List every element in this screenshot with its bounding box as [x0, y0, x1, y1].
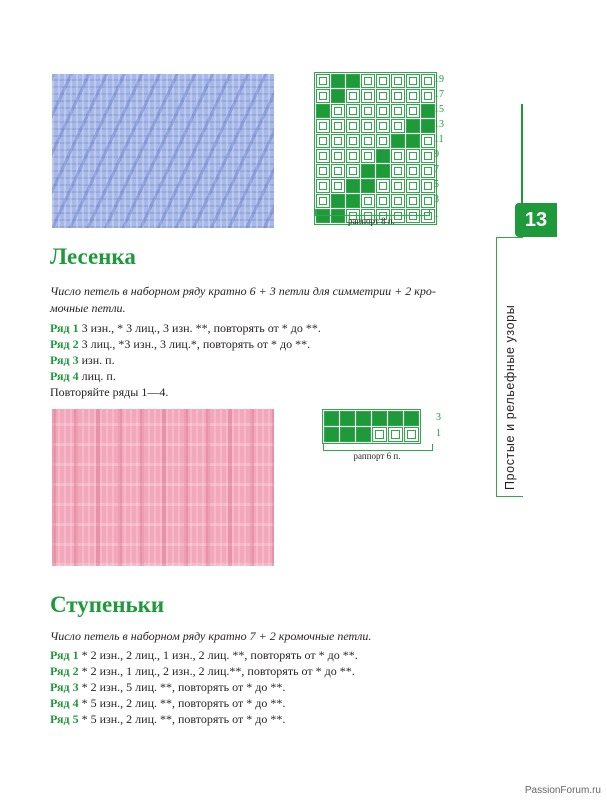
chart-cell-empty: [406, 89, 420, 103]
section-intro: Число петель в наборном ряду кратно 7 + 2 кромочные петли.: [50, 629, 372, 643]
chart-cell-filled: [324, 411, 339, 426]
chart-cell-empty: [391, 74, 405, 88]
chart-cell-empty: [346, 134, 360, 148]
chart-cell-filled: [340, 411, 355, 426]
chart-cell-filled: [388, 411, 403, 426]
chart-cell-filled: [356, 427, 371, 442]
chart-row-number: 19: [434, 74, 444, 85]
row-text: * 5 изн., 2 лиц. **, повторять от * до **.: [78, 712, 286, 726]
chart-cell-filled: [331, 89, 345, 103]
chart-cell-empty: [361, 134, 375, 148]
chart-cell-empty: [331, 119, 345, 133]
section-title-steps: Ступеньки: [50, 592, 165, 617]
chart-row-number: 5: [434, 179, 439, 190]
chart-row-number: 7: [434, 164, 439, 175]
chart-row-number: 3: [436, 412, 441, 423]
chart-cell-empty: [421, 89, 435, 103]
chart-cell-filled: [421, 104, 435, 118]
chart-cell-empty: [391, 89, 405, 103]
chart-cell-filled: [346, 179, 360, 193]
repeat-note: Повторяйте ряды 1—4.: [50, 385, 169, 399]
chart-cell-empty: [421, 179, 435, 193]
chart-cell-empty: [406, 194, 420, 208]
chart-cell-empty: [376, 179, 390, 193]
chart-row-number: 17: [434, 89, 444, 100]
chart-cell-empty: [331, 134, 345, 148]
chart-cell-empty: [406, 74, 420, 88]
instruction-row: [50, 368, 116, 385]
chart-cell-empty: [346, 89, 360, 103]
chart-cell-empty: [346, 149, 360, 163]
chart-cell-empty: [391, 164, 405, 178]
chart-row-number: 1: [436, 428, 441, 439]
chart-cell-filled: [391, 134, 405, 148]
chart-cell-filled: [324, 427, 339, 442]
row-text: * 2 изн., 1 лиц., 2 изн., 2 лиц.**, повторять от * до **.: [78, 664, 355, 678]
chart-cell-empty: [331, 104, 345, 118]
chart-cell-empty: [316, 164, 330, 178]
row-label: Ряд 1: [50, 648, 79, 662]
pattern-chart-ladder: [314, 72, 437, 225]
chart-cell-empty: [361, 89, 375, 103]
chart-cell-empty: [316, 89, 330, 103]
side-tab-label: Простые и рельефные узоры: [503, 304, 517, 490]
chart-cell-empty: [404, 427, 419, 442]
rapport-bracket: [323, 444, 433, 451]
chart-cell-filled: [361, 164, 375, 178]
instruction-row: [50, 320, 321, 337]
chart-row-number: 15: [434, 104, 444, 115]
chart-cell-empty: [391, 119, 405, 133]
chart-cell-empty: [421, 164, 435, 178]
chart-cell-filled: [340, 427, 355, 442]
chart-cell-empty: [346, 104, 360, 118]
tab-accent-line: [521, 104, 523, 204]
chart-row-number: 3: [434, 194, 439, 205]
row-text: * 2 изн., 5 лиц. **, повторять от * до **.: [78, 680, 286, 694]
row-text: изн. п.: [78, 353, 115, 367]
chart-cell-filled: [406, 134, 420, 148]
chart-cell-empty: [421, 74, 435, 88]
instruction-row: [50, 695, 285, 712]
chart-cell-empty: [421, 149, 435, 163]
chart-cell-empty: [361, 149, 375, 163]
row-label: Ряд 1: [50, 321, 79, 335]
section-intro-line1: Число петель в наборном ряду кратно 6 + 3 петли для симметрии + 2 кро-: [50, 284, 436, 298]
chart-cell-empty: [346, 119, 360, 133]
chart-cell-empty: [406, 164, 420, 178]
chart-cell-filled: [356, 411, 371, 426]
chart-cell-filled: [372, 411, 387, 426]
chart-cell-filled: [421, 119, 435, 133]
chart-cell-filled: [404, 411, 419, 426]
rapport-label: раппорт 6 п.: [353, 451, 401, 461]
chart-cell-empty: [421, 194, 435, 208]
chart-cell-empty: [316, 134, 330, 148]
instruction-row: [50, 679, 285, 696]
instruction-row: [50, 663, 355, 680]
chart-cell-empty: [331, 164, 345, 178]
knit-sample-photo-ladder: [52, 74, 274, 228]
row-text: лиц. п.: [78, 369, 116, 383]
chart-cell-empty: [331, 149, 345, 163]
watermark: PassionForum.ru: [524, 785, 601, 796]
chart-cell-empty: [376, 104, 390, 118]
row-label: Ряд 2: [50, 337, 79, 351]
row-label: Ряд 5: [50, 712, 79, 726]
instruction-row: [50, 352, 115, 369]
chart-cell-filled: [331, 194, 345, 208]
chart-cell-empty: [316, 149, 330, 163]
chart-cell-filled: [406, 119, 420, 133]
chart-cell-filled: [346, 194, 360, 208]
row-label: Ряд 4: [50, 696, 79, 710]
chart-cell-empty: [316, 194, 330, 208]
chart-cell-empty: [391, 179, 405, 193]
section-title-ladder: Лесенка: [50, 244, 136, 269]
chart-cell-empty: [316, 179, 330, 193]
row-label: Ряд 3: [50, 680, 79, 694]
rapport-label: раппорт 8 п.: [348, 216, 395, 226]
chart-cell-filled: [316, 104, 330, 118]
chart-row-number: 13: [434, 119, 444, 130]
chart-cell-empty: [391, 104, 405, 118]
chart-row-number: 11: [434, 134, 444, 145]
section-intro-line2: мочные петли.: [50, 301, 126, 315]
page-number-badge: 13: [515, 203, 557, 237]
chart-cell-empty: [346, 164, 360, 178]
chart-cell-empty: [361, 194, 375, 208]
chart-cell-empty: [391, 194, 405, 208]
chart-cell-filled: [346, 74, 360, 88]
chart-cell-empty: [388, 427, 403, 442]
knit-sample-photo-steps: [52, 409, 274, 566]
instruction-row: [50, 336, 310, 353]
chart-cell-empty: [372, 427, 387, 442]
chart-cell-empty: [316, 74, 330, 88]
chart-cell-empty: [376, 74, 390, 88]
chart-cell-empty: [361, 119, 375, 133]
row-label: Ряд 4: [50, 369, 79, 383]
chart-cell-empty: [406, 104, 420, 118]
chart-cell-filled: [331, 74, 345, 88]
rapport-bracket: [315, 209, 430, 216]
chart-cell-empty: [406, 149, 420, 163]
chart-cell-empty: [361, 74, 375, 88]
instruction-row: [50, 647, 358, 664]
chart-row-number: 1: [434, 209, 439, 220]
pattern-chart-steps: [322, 409, 421, 444]
chart-cell-empty: [391, 149, 405, 163]
row-label: Ряд 3: [50, 353, 79, 367]
row-text: 3 лиц., *3 изн., 3 лиц.*, повторять от * до **.: [78, 337, 311, 351]
chart-cell-filled: [361, 179, 375, 193]
chart-cell-empty: [331, 179, 345, 193]
chart-cell-empty: [406, 179, 420, 193]
chart-cell-empty: [376, 134, 390, 148]
row-label: Ряд 2: [50, 664, 79, 678]
row-text: 3 изн., * 3 лиц., 3 изн. **, повторять от * до **.: [78, 321, 321, 335]
row-text: * 5 изн., 2 лиц. **, повторять от * до **.: [78, 696, 286, 710]
chart-cell-empty: [421, 134, 435, 148]
chart-cell-empty: [376, 89, 390, 103]
chart-cell-filled: [376, 164, 390, 178]
chart-cell-filled: [376, 149, 390, 163]
chart-cell-empty: [316, 119, 330, 133]
chart-cell-empty: [361, 104, 375, 118]
instruction-row: [50, 711, 285, 728]
chart-cell-empty: [376, 119, 390, 133]
row-text: * 2 изн., 2 лиц., 1 изн., 2 лиц. **, повторять от * до **.: [78, 648, 358, 662]
chart-cell-empty: [376, 194, 390, 208]
chart-row-number: 9: [434, 149, 439, 160]
